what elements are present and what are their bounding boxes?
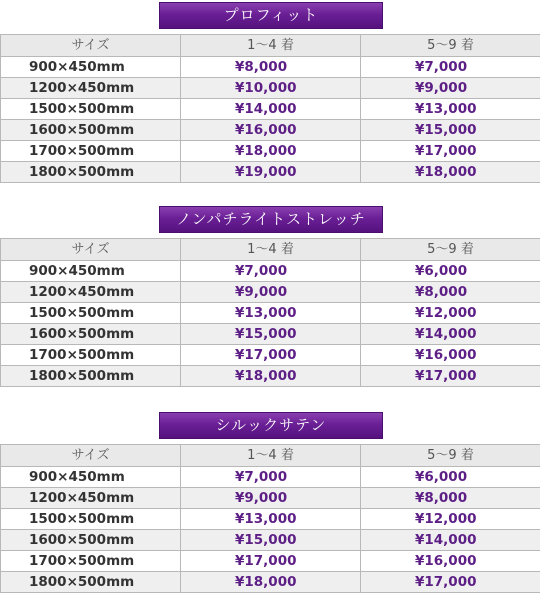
size-cell: 1600×500mm (1, 120, 181, 141)
table-header-row (1, 445, 540, 467)
price-table (0, 238, 540, 387)
table-row (1, 162, 540, 183)
price-cell-5-9: ¥15,000 (361, 120, 540, 141)
price-cell-5-9: ¥17,000 (361, 141, 540, 162)
price-cell-5-9: ¥6,000 (361, 261, 540, 282)
size-cell: 1500×500mm (1, 509, 181, 530)
price-cell-1-4: ¥17,000 (181, 551, 361, 572)
price-cell-5-9: ¥13,000 (361, 99, 540, 120)
price-cell-1-4: ¥19,000 (181, 162, 361, 183)
header-qty-5-9: 5～9 着 (361, 239, 540, 261)
price-cell-1-4: ¥18,000 (181, 366, 361, 387)
header-size: サイズ (1, 239, 181, 261)
size-cell: 900×450mm (1, 261, 181, 282)
price-cell-5-9: ¥12,000 (361, 303, 540, 324)
table-row (1, 282, 540, 303)
price-cell-1-4: ¥18,000 (181, 572, 361, 593)
price-cell-5-9: ¥8,000 (361, 282, 540, 303)
price-cell-1-4: ¥9,000 (181, 488, 361, 509)
price-cell-5-9: ¥9,000 (361, 78, 540, 99)
header-size: サイズ (1, 35, 181, 57)
price-cell-5-9: ¥18,000 (361, 162, 540, 183)
price-cell-1-4: ¥9,000 (181, 282, 361, 303)
table-row (1, 57, 540, 78)
size-cell: 1200×450mm (1, 488, 181, 509)
price-cell-1-4: ¥14,000 (181, 99, 361, 120)
price-cell-5-9: ¥14,000 (361, 530, 540, 551)
size-cell: 1600×500mm (1, 324, 181, 345)
table-row (1, 345, 540, 366)
header-size: サイズ (1, 445, 181, 467)
table-row (1, 467, 540, 488)
size-cell: 1800×500mm (1, 572, 181, 593)
price-cell-1-4: ¥8,000 (181, 57, 361, 78)
price-cell-5-9: ¥12,000 (361, 509, 540, 530)
table-row (1, 572, 540, 593)
price-cell-1-4: ¥13,000 (181, 303, 361, 324)
size-cell: 1800×500mm (1, 366, 181, 387)
size-cell: 1500×500mm (1, 303, 181, 324)
table-row (1, 530, 540, 551)
price-cell-1-4: ¥15,000 (181, 530, 361, 551)
price-cell-1-4: ¥15,000 (181, 324, 361, 345)
price-cell-5-9: ¥17,000 (361, 366, 540, 387)
size-cell: 1700×500mm (1, 345, 181, 366)
price-cell-1-4: ¥18,000 (181, 141, 361, 162)
table-row (1, 261, 540, 282)
size-cell: 1600×500mm (1, 530, 181, 551)
price-cell-1-4: ¥16,000 (181, 120, 361, 141)
price-cell-1-4: ¥7,000 (181, 261, 361, 282)
price-cell-1-4: ¥13,000 (181, 509, 361, 530)
size-cell: 1700×500mm (1, 141, 181, 162)
table-header-row (1, 35, 540, 57)
header-qty-1-4: 1～4 着 (181, 445, 361, 467)
table-row (1, 120, 540, 141)
price-table (0, 444, 540, 593)
section-title: シルックサテン (159, 412, 383, 439)
price-cell-5-9: ¥14,000 (361, 324, 540, 345)
price-cell-5-9: ¥17,000 (361, 572, 540, 593)
header-qty-1-4: 1～4 着 (181, 239, 361, 261)
table-row (1, 366, 540, 387)
price-cell-5-9: ¥8,000 (361, 488, 540, 509)
price-cell-5-9: ¥7,000 (361, 57, 540, 78)
price-cell-1-4: ¥7,000 (181, 467, 361, 488)
table-header-row (1, 239, 540, 261)
size-cell: 1200×450mm (1, 78, 181, 99)
table-row (1, 78, 540, 99)
table-row (1, 99, 540, 120)
header-qty-5-9: 5～9 着 (361, 35, 540, 57)
table-row (1, 141, 540, 162)
table-row (1, 324, 540, 345)
table-row (1, 509, 540, 530)
table-row (1, 303, 540, 324)
section-title: プロフィット (159, 2, 383, 29)
price-cell-5-9: ¥16,000 (361, 345, 540, 366)
table-row (1, 551, 540, 572)
header-qty-5-9: 5～9 着 (361, 445, 540, 467)
size-cell: 1700×500mm (1, 551, 181, 572)
size-cell: 900×450mm (1, 57, 181, 78)
price-table (0, 34, 540, 183)
price-cell-1-4: ¥10,000 (181, 78, 361, 99)
price-cell-5-9: ¥16,000 (361, 551, 540, 572)
size-cell: 1800×500mm (1, 162, 181, 183)
size-cell: 1500×500mm (1, 99, 181, 120)
price-cell-5-9: ¥6,000 (361, 467, 540, 488)
table-row (1, 488, 540, 509)
size-cell: 900×450mm (1, 467, 181, 488)
header-qty-1-4: 1～4 着 (181, 35, 361, 57)
size-cell: 1200×450mm (1, 282, 181, 303)
price-cell-1-4: ¥17,000 (181, 345, 361, 366)
section-title: ノンパチライトストレッチ (159, 206, 383, 233)
